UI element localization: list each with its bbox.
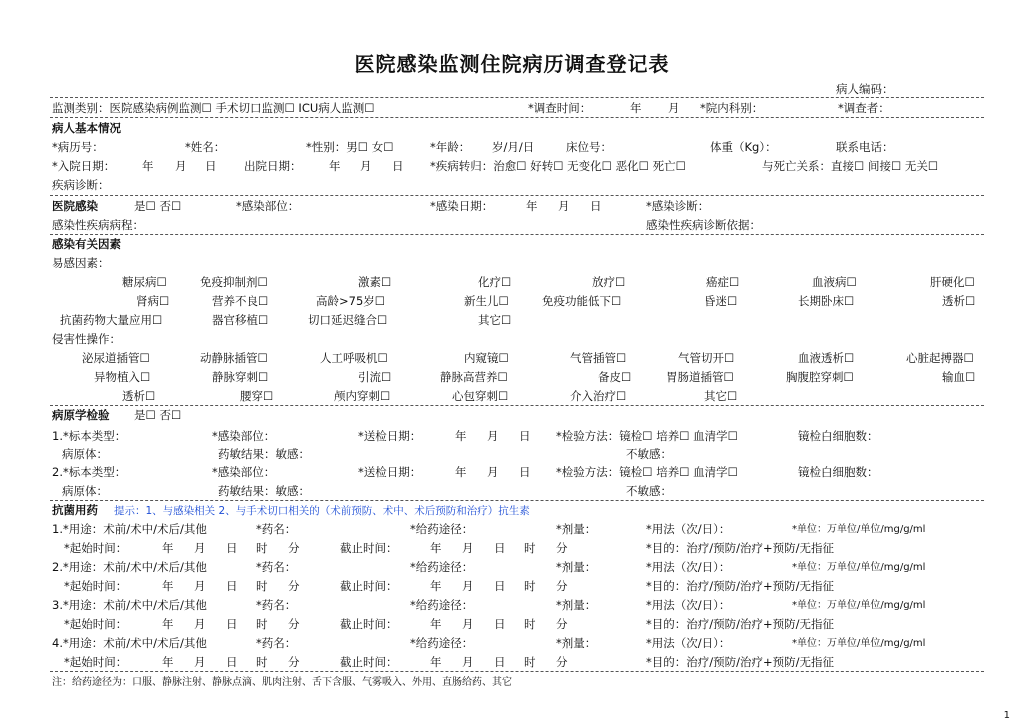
factor-item: 血液病☐ [812,275,857,289]
purpose-label: *目的：治疗/预防/治疗+预防/无指征 [646,541,835,555]
divider [50,671,984,672]
section-basic-heading: 病人基本情况 [52,121,121,135]
unit-label: *单位：万单位/单位/mg/g/ml [792,638,926,649]
end-time-label: 截止时间： [340,579,398,593]
invasive-item: 内窥镜☐ [464,351,509,365]
start-day: 日 [226,579,238,593]
factor-item: 肝硬化☐ [930,275,975,289]
factor-item: 透析☐ [942,294,976,308]
factor-item: 抗菌药物大量应用☐ [60,313,163,327]
start-minute: 分 [288,541,300,555]
start-day: 日 [226,617,238,631]
submission-day: 日 [519,429,531,443]
invasive-item: 胸腹腔穿刺☐ [786,370,854,384]
survey-time-label: *调查时间： [528,101,592,115]
infection-site-label: *感染部位： [236,199,300,213]
end-month: 月 [462,617,474,631]
wbc-count-label: 镜检白细胞数： [798,429,879,443]
sensitive-label: 药敏结果：敏感： [218,447,310,461]
factor-item: 免疫功能低下☐ [542,294,622,308]
factor-item: 昏迷☐ [704,294,738,308]
start-minute: 分 [288,617,300,631]
divider [50,234,984,235]
invasive-item: 静脉穿刺☐ [212,370,269,384]
purpose-label: *目的：治疗/预防/治疗+预防/无指征 [646,579,835,593]
discharge-month: 月 [360,159,372,173]
end-hour: 时 [524,617,536,631]
submission-year: 年 [455,429,467,443]
route-label: *给药途径： [410,598,474,612]
page-number: 1 [1003,710,1010,721]
start-time-label: *起始时间： [64,541,128,555]
age-unit: 岁/月/日 [492,140,535,154]
factor-item: 新生儿☐ [464,294,509,308]
invasive-item: 气管切开☐ [678,351,735,365]
wbc-count-label: 镜检白细胞数： [798,465,879,479]
discharge-year: 年 [329,159,341,173]
frequency-label: *用法（次/日）： [646,522,731,536]
admission-year: 年 [142,159,154,173]
invasive-item: 胃肠道插管☐ [666,370,734,384]
submission-month: 月 [487,429,499,443]
outcome-label: *疾病转归：治愈☐ 好转☐ 无变化☐ 恶化☐ 死亡☐ [430,159,686,173]
frequency-label: *用法（次/日）： [646,598,731,612]
unit-label: *单位：万单位/单位/mg/g/ml [792,600,926,611]
drug-name-label: *药名： [256,522,297,536]
end-year: 年 [430,541,442,555]
factor-item: 化疗☐ [478,275,512,289]
factor-item: 激素☐ [358,275,392,289]
admission-date-label: *入院日期： [52,159,116,173]
infection-day: 日 [590,199,602,213]
usage-label: 4.*用途：术前/术中/术后/其他 [52,636,207,650]
frequency-label: *用法（次/日）： [646,560,731,574]
start-time-label: *起始时间： [64,617,128,631]
start-month: 月 [194,541,206,555]
divider [50,97,984,98]
department-label: *院内科别： [700,101,764,115]
end-minute: 分 [556,617,568,631]
route-label: *给药途径： [410,522,474,536]
submission-year: 年 [455,465,467,479]
surveyor-label: *调查者： [838,101,890,115]
invasive-item: 心脏起搏器☐ [906,351,974,365]
divider [50,405,984,406]
weight-label: 体重（Kg）： [710,140,777,154]
dose-label: *剂量： [556,598,597,612]
start-hour: 时 [256,655,268,669]
factor-item: 癌症☐ [706,275,740,289]
invasive-item: 气管插管☐ [570,351,627,365]
start-time-label: *起始时间： [64,579,128,593]
phone-label: 联系电话： [836,140,894,154]
gender-label: *性别：男☐ 女☐ [306,140,394,154]
end-time-label: 截止时间： [340,541,398,555]
discharge-day: 日 [392,159,404,173]
factor-item: 糖尿病☐ [122,275,167,289]
factor-item: 免疫抑制剂☐ [200,275,268,289]
divider [50,500,984,501]
section-factors-heading: 感染有关因素 [52,237,121,251]
end-month: 月 [462,655,474,669]
invasive-item: 透析☐ [122,389,156,403]
factor-item: 其它☐ [478,313,512,327]
usage-label: 1.*用途：术前/术中/术后/其他 [52,522,207,536]
factor-item: 肾病☐ [136,294,170,308]
start-year: 年 [162,617,174,631]
purpose-label: *目的：治疗/预防/治疗+预防/无指征 [646,617,835,631]
pathogen-site-label: *感染部位： [212,465,276,479]
frequency-label: *用法（次/日）： [646,636,731,650]
section-antibiotic-heading: 抗菌用药 [52,503,98,517]
pathogen-label: 病原体： [62,484,108,498]
route-label: *给药途径： [410,560,474,574]
divider [50,117,984,118]
section-pathogen-heading: 病原学检验 [52,408,110,422]
insensitive-label: 不敏感： [626,447,672,461]
infection-year: 年 [526,199,538,213]
pathogen-yes-no: 是☐ 否☐ [134,408,182,422]
invasive-item: 泌尿道插管☐ [82,351,150,365]
start-hour: 时 [256,579,268,593]
factor-item: 切口延迟缝合☐ [308,313,388,327]
specimen-type-label: 1.*标本类型： [52,429,127,443]
end-hour: 时 [524,541,536,555]
end-day: 日 [494,655,506,669]
survey-year: 年 [630,101,642,115]
dose-label: *剂量： [556,522,597,536]
start-year: 年 [162,579,174,593]
age-label: *年龄： [430,140,471,154]
patient-code: 病人编码： [836,82,894,96]
factor-item: 高龄>75岁☐ [316,294,386,308]
end-month: 月 [462,541,474,555]
invasive-item: 血液透析☐ [798,351,855,365]
end-day: 日 [494,579,506,593]
drug-name-label: *药名： [256,598,297,612]
survey-month: 月 [668,101,680,115]
monitor-type: 监测类别：医院感染病例监测☐ 手术切口监测☐ ICU病人监测☐ [52,101,375,115]
start-year: 年 [162,655,174,669]
invasive-item: 心包穿刺☐ [452,389,509,403]
unit-label: *单位：万单位/单位/mg/g/ml [792,562,926,573]
route-footnote: 注：给药途径为：口服、静脉注射、静脉点滴、肌肉注射、舌下含服、气雾吸入、外用、直肠给药、其它 [52,677,512,688]
usage-label: 3.*用途：术前/术中/术后/其他 [52,598,207,612]
invasive-item: 静脉高营养☐ [440,370,508,384]
form-title: 医院感染监测住院病历调查登记表 [354,52,670,76]
invasive-item: 颅内穿刺☐ [334,389,391,403]
infection-date-label: *感染日期： [430,199,494,213]
invasive-item: 腰穿☐ [240,389,274,403]
start-day: 日 [226,541,238,555]
pathogen-label: 病原体： [62,447,108,461]
end-minute: 分 [556,541,568,555]
start-hour: 时 [256,541,268,555]
infection-basis-label: 感染性疾病诊断依据： [646,218,761,232]
antibiotic-hint: 提示：1、与感染相关 2、与手术切口相关的（术前预防、术中、术后预防和治疗）抗生素 [114,505,530,517]
invasive-item: 引流☐ [358,370,392,384]
submission-month: 月 [487,465,499,479]
invasive-item: 备皮☐ [598,370,632,384]
end-year: 年 [430,617,442,631]
insensitive-label: 不敏感： [626,484,672,498]
dose-label: *剂量： [556,636,597,650]
pathogen-site-label: *感染部位： [212,429,276,443]
admission-day: 日 [205,159,217,173]
end-hour: 时 [524,655,536,669]
drug-name-label: *药名： [256,560,297,574]
start-month: 月 [194,655,206,669]
end-minute: 分 [556,579,568,593]
infection-month: 月 [558,199,570,213]
factor-item: 放疗☐ [592,275,626,289]
submission-day: 日 [519,465,531,479]
discharge-date-label: 出院日期： [244,159,302,173]
factor-item: 营养不良☐ [212,294,269,308]
purpose-label: *目的：治疗/预防/治疗+预防/无指征 [646,655,835,669]
susceptibility-label: 易感因素： [52,256,110,270]
start-time-label: *起始时间： [64,655,128,669]
invasive-item: 输血☐ [942,370,976,384]
diagnosis-label: 疾病诊断： [52,178,110,192]
end-time-label: 截止时间： [340,655,398,669]
record-no: *病历号： [52,140,104,154]
submission-date-label: *送检日期： [358,429,422,443]
invasive-item: 动静脉插管☐ [200,351,268,365]
end-day: 日 [494,541,506,555]
start-hour: 时 [256,617,268,631]
dose-label: *剂量： [556,560,597,574]
unit-label: *单位：万单位/单位/mg/g/ml [792,524,926,535]
specimen-type-label: 2.*标本类型： [52,465,127,479]
divider [50,195,984,196]
usage-label: 2.*用途：术前/术中/术后/其他 [52,560,207,574]
end-month: 月 [462,579,474,593]
route-label: *给药途径： [410,636,474,650]
infection-course-label: 感染性疾病病程： [52,218,144,232]
end-time-label: 截止时间： [340,617,398,631]
invasive-item: 其它☐ [704,389,738,403]
start-year: 年 [162,541,174,555]
submission-date-label: *送检日期： [358,465,422,479]
infection-diagnosis-label: *感染诊断： [646,199,710,213]
start-month: 月 [194,579,206,593]
death-relation-label: 与死亡关系：直接☐ 间接☐ 无关☐ [762,159,939,173]
drug-name-label: *药名： [256,636,297,650]
invasive-item: 人工呼吸机☐ [320,351,388,365]
section-infection-heading: 医院感染 [52,199,98,213]
factor-item: 器官移植☐ [212,313,269,327]
end-minute: 分 [556,655,568,669]
infection-yes-no: 是☐ 否☐ [134,199,182,213]
end-hour: 时 [524,579,536,593]
test-method-label: *检验方法：镜检☐ 培养☐ 血清学☐ [556,429,738,443]
admission-month: 月 [175,159,187,173]
start-minute: 分 [288,579,300,593]
end-year: 年 [430,579,442,593]
invasive-label: 侵害性操作： [52,332,121,346]
name-label: *姓名： [185,140,226,154]
sensitive-label: 药敏结果：敏感： [218,484,310,498]
start-month: 月 [194,617,206,631]
invasive-item: 介入治疗☐ [570,389,627,403]
invasive-item: 异物植入☐ [94,370,151,384]
start-day: 日 [226,655,238,669]
factor-item: 长期卧床☐ [798,294,855,308]
start-minute: 分 [288,655,300,669]
bed-no: 床位号： [566,140,612,154]
end-day: 日 [494,617,506,631]
end-year: 年 [430,655,442,669]
test-method-label: *检验方法：镜检☐ 培养☐ 血清学☐ [556,465,738,479]
